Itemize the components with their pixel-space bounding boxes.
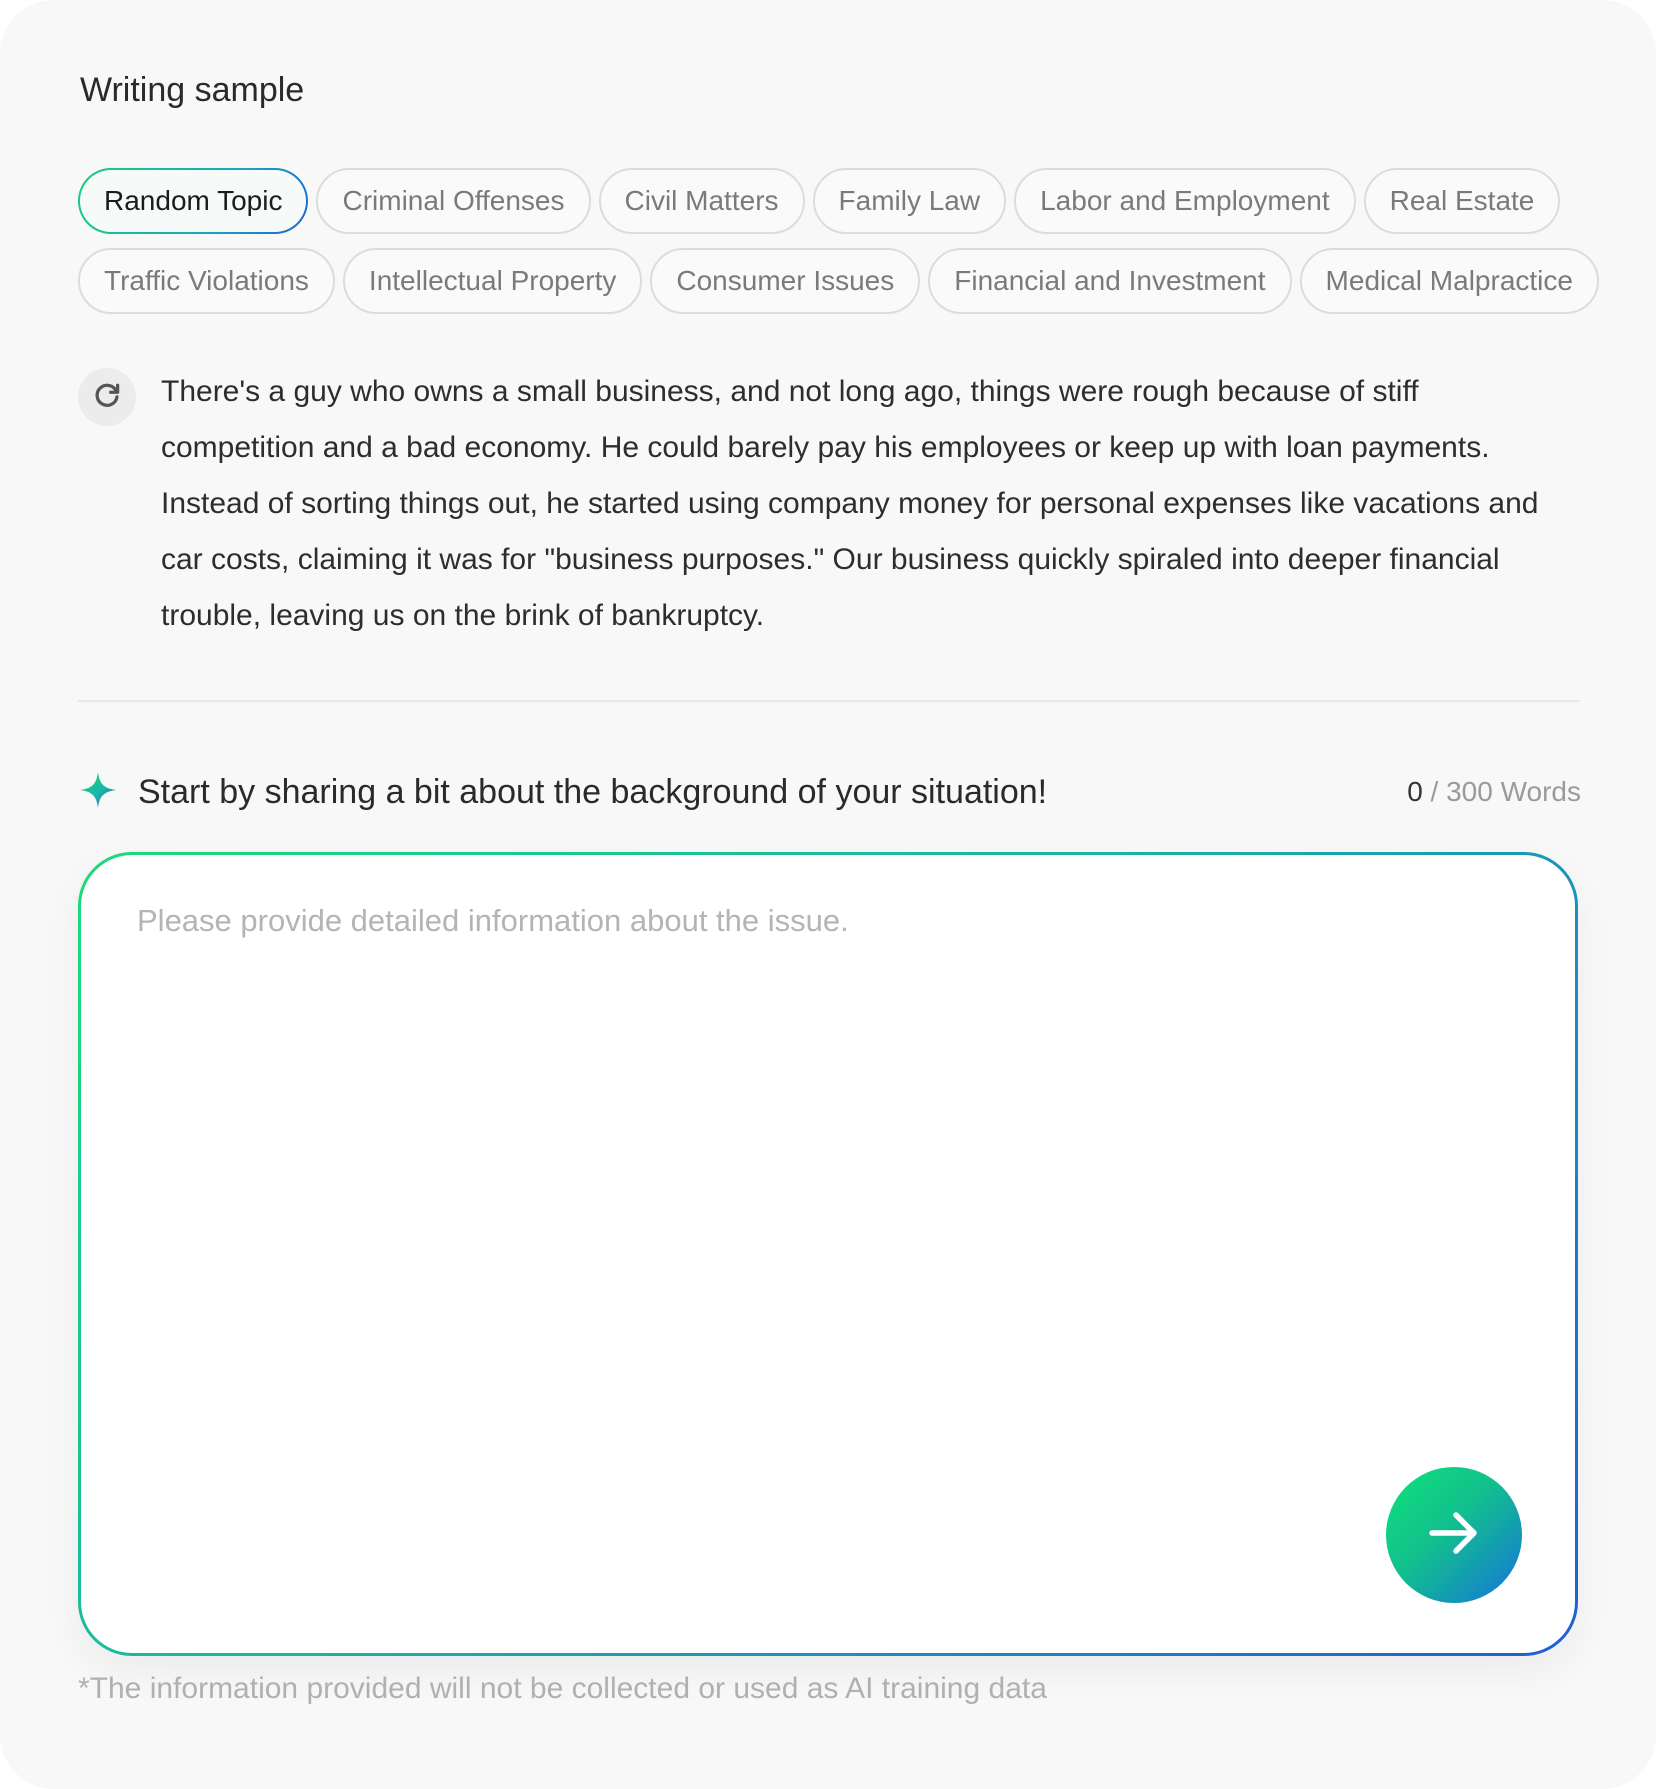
sparkle-icon xyxy=(78,770,118,815)
tag-random-topic[interactable]: Random Topic xyxy=(78,168,308,234)
tag-labor-and-employment[interactable]: Labor and Employment xyxy=(1014,168,1356,234)
tag-medical-malpractice[interactable]: Medical Malpractice xyxy=(1300,248,1599,314)
topic-tags-row-1 xyxy=(78,168,1608,234)
section-title: Writing sample xyxy=(80,71,305,109)
refresh-icon xyxy=(92,380,122,415)
sample-block xyxy=(78,368,1578,644)
word-count-current: 0 xyxy=(1407,776,1423,807)
tag-traffic-violations[interactable]: Traffic Violations xyxy=(78,248,335,314)
topic-tags xyxy=(78,168,1608,328)
tag-family-law[interactable]: Family Law xyxy=(813,168,1007,234)
tag-consumer-issues[interactable]: Consumer Issues xyxy=(650,248,920,314)
word-count-limit: / 300 Words xyxy=(1430,776,1581,807)
prompt-text: Start by sharing a bit about the background of your situation! xyxy=(138,772,1048,811)
tag-criminal-offenses[interactable]: Criminal Offenses xyxy=(316,168,590,234)
topic-tags-row-2 xyxy=(78,248,1608,314)
disclaimer-text: *The information provided will not be collected or used as AI training data xyxy=(78,1672,1047,1705)
prompt-row xyxy=(78,766,1581,818)
refresh-button[interactable] xyxy=(78,368,136,426)
sample-text: There's a guy who owns a small business, and not long ago, things were rough because of stiff competition and a bad economy. He could barely pay his employees or keep up with loan payments. Instead of sorting things out, he started using company money for personal expenses like vacations and car costs, claiming it was for "business purposes." Our business quickly spiraled into deeper financial trouble, leaving us on the brink of bankruptcy. xyxy=(161,375,1539,632)
divider xyxy=(78,700,1580,702)
word-counter xyxy=(1407,776,1581,808)
tag-real-estate[interactable]: Real Estate xyxy=(1364,168,1561,234)
situation-input-box xyxy=(78,852,1578,1656)
situation-input[interactable] xyxy=(135,901,1439,1505)
arrow-right-icon xyxy=(1422,1501,1486,1570)
tag-financial-and-investment[interactable]: Financial and Investment xyxy=(928,248,1291,314)
send-button[interactable] xyxy=(1386,1467,1522,1603)
tag-intellectual-property[interactable]: Intellectual Property xyxy=(343,248,642,314)
tag-civil-matters[interactable]: Civil Matters xyxy=(599,168,805,234)
